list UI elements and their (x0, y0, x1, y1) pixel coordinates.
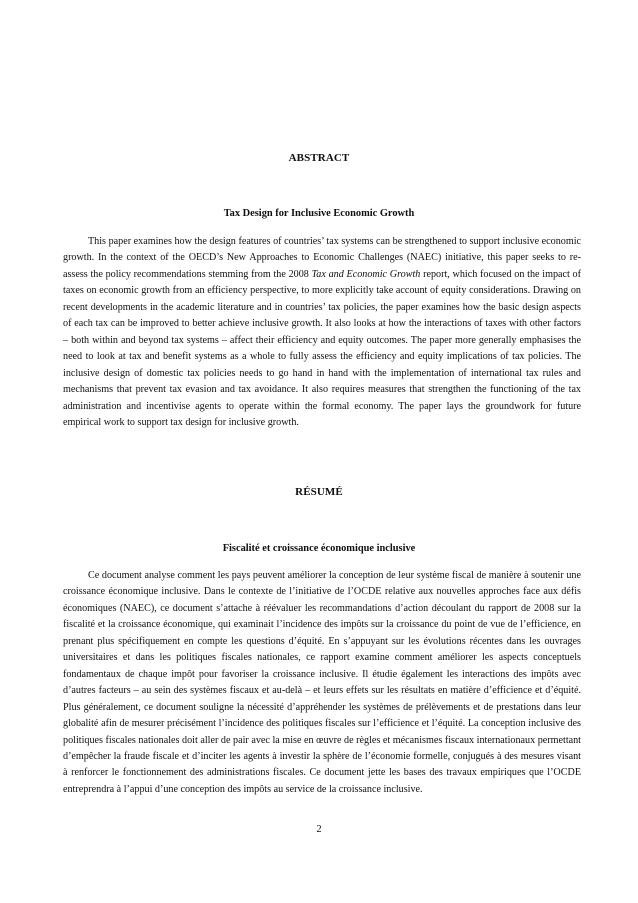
abstract-heading: ABSTRACT (288, 152, 350, 164)
french-title: Fiscalité et croissance économique inclusive (222, 543, 416, 554)
english-title: Tax Design for Inclusive Economic Growth (223, 208, 415, 219)
abstract-text-part1: This paper examines how the design features of countries’ tax systems can be strengthened to support inclusive economic growth. In the context of the OECD’s New Approaches to Economic Challenges (NAEC) initiative, this paper seeks to re-assess the policy recommendations stemming from the 2008 (63, 236, 581, 280)
english-abstract-paragraph (63, 234, 581, 431)
abstract-italic-report-title: Tax and Economic Growth (311, 268, 421, 280)
page-number: 2 (316, 824, 322, 835)
french-resume-paragraph: Ce document analyse comment les pays peuvent améliorer la conception de leur système fiscal de manière à soutenir une croissance économique inclusive. Dans le contexte de l’initiative de l’OCDE relative aux nouvelles approches face aux défis économiques (NAEC), ce document s’attache à réévaluer les recommandations d’action découlant du rapport de 2008 sur la fiscalité et la croissance économique, qui examinait l’incidence des impôts sur la croissance du point de vue de l’efficience, en prenant plus spécifiquement en compte les questions d’équité. En s’appuyant sur les évolutions récentes dans les ouvrages universitaires et dans les politiques fiscales nationales, ce rapport examine comment améliorer les aspects conceptuels fondamentaux de chaque impôt pour favoriser la croissance inclusive. Il étudie également les interactions des impôts avec d’autres facteurs – au sein des systèmes fiscaux et au-delà – et leurs effets sur les résultats en matière d’efficience et d’équité. Plus généralement, ce document souligne la nécessité d’appréhender les systèmes de prélèvements et de prestations dans leur globalité afin de mesurer précisément l’incidence des politiques fiscales sur l’efficience et l’équité. La conception inclusive des politiques fiscales nationales doit aller de pair avec la mise en œuvre de règles et mécanismes fiscaux internationaux permettant d’empêcher la fraude fiscale et d’inciter les agents à investir la sphère de l’économie formelle, conjugués à des mesures visant à renforcer le fonctionnement des administrations fiscales. Ce document jette les bases des travaux empiriques que l’OCDE entreprendra à l’appui d’une conception des impôts au service de la croissance inclusive. (63, 570, 581, 795)
abstract-text-part2: report, which focused on the impact of taxes on economic growth from an efficiency perspective, to more explicitly take account of equity considerations. Drawing on recent developments in the academic literature and in countries’ tax policies, the paper examines how the basic design aspects of each tax can be improved to better achieve inclusive growth. It also looks at how the interactions of taxes with other factors – both within and beyond tax systems – affect their efficiency and equity outcomes. The paper more generally emphasises the need to look at tax and benefit systems as a whole to fully assess the efficiency and equity implications of tax policies. The inclusive design of domestic tax policies needs to go hand in hand with the implementation of international tax rules and mechanisms that prevent tax evasion and tax avoidance. It also requires measures that strengthen the functioning of the tax administration and incentivise agents to operate within the formal economy. The paper lays the groundwork for future empirical work to support tax design for inclusive growth. (63, 268, 581, 428)
resume-heading: RÉSUMÉ (295, 486, 343, 498)
